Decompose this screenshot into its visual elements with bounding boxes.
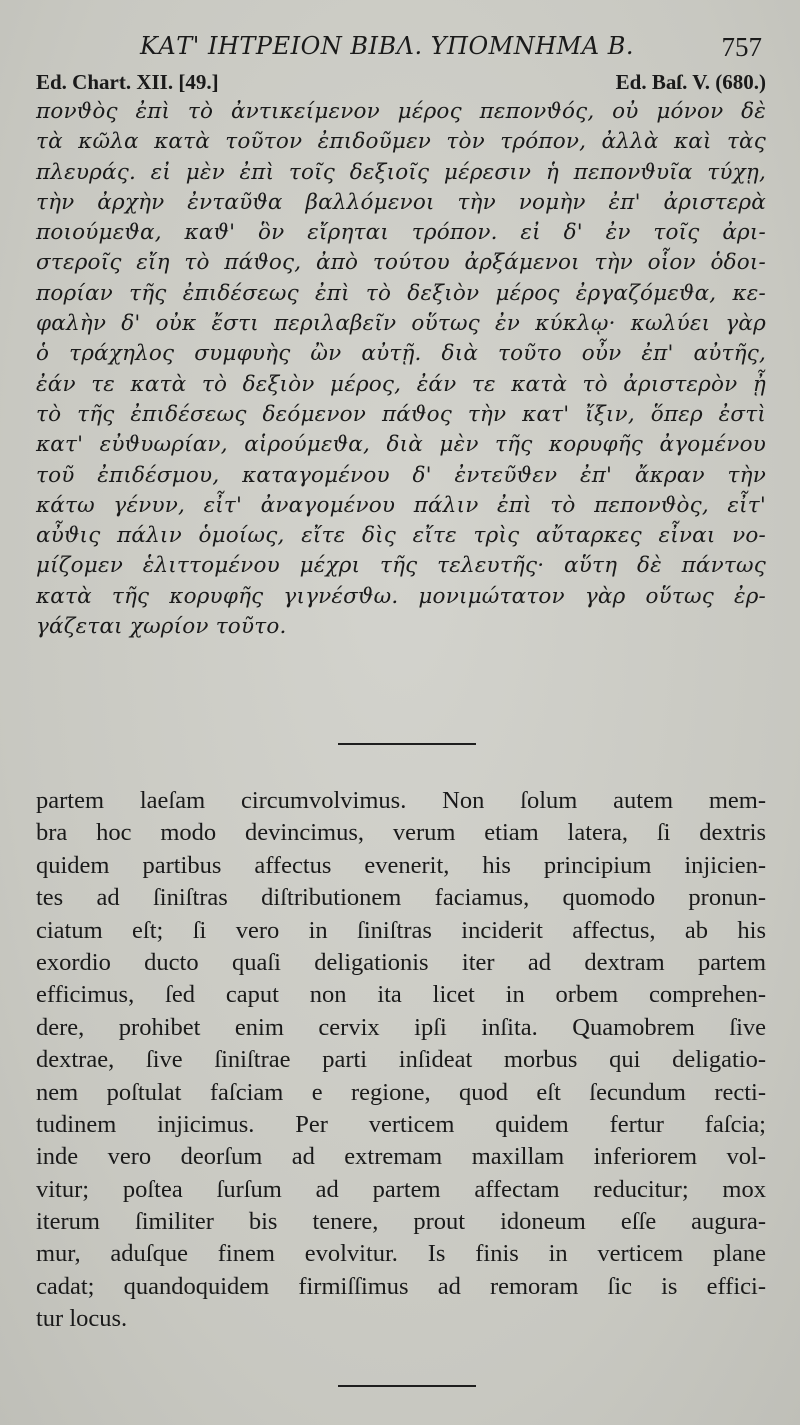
latin-text-line: quidem partibus affectus evenerit, his principium injicien- bbox=[36, 851, 766, 879]
latin-text-line: mur, aduſque finem evolvitur. Is finis in verticem plane bbox=[36, 1240, 766, 1268]
latin-text-line: bra hoc modo devincimus, verum etiam latera, ſi dextris bbox=[36, 819, 766, 847]
greek-text-line: κατὰ τῆς κορυφῆς γιγνέσϑω. μονιμώτατον γὰρ οὕτως ἐρ- bbox=[36, 583, 766, 609]
page-number: 757 bbox=[721, 32, 762, 62]
latin-translation-block bbox=[36, 785, 766, 1336]
latin-text-line: tes ad ſiniſtras diſtributionem faciamus, quomodo pronun- bbox=[36, 884, 766, 912]
greek-text-line: τὴν ἀρχὴν ἐνταῦϑα βαλλόμενοι τὴν νομὴν ἐπ' ἀριστερὰ bbox=[36, 189, 766, 215]
greek-text-line: γάζεται χωρίον τοῦτο. bbox=[36, 614, 287, 640]
latin-text-line: inde vero deorſum ad extremam maxillam inferiorem vol- bbox=[36, 1143, 766, 1171]
latin-text-line: vitur; poſtea ſurſum ad partem affectam reducitur; mox bbox=[36, 1175, 766, 1203]
greek-text-line: ὁ τράχηλος συμφυὴς ὢν αὐτῇ. διὰ τοῦτο οὖν ἐπ' αὐτῆς, bbox=[36, 341, 766, 367]
greek-text-line: μίζομεν ἑλιττομένου μέχρι τῆς τελευτῆς· αὕτη δὲ πάντως bbox=[36, 553, 766, 579]
greek-text-line: ἐάν τε κατὰ τὸ δεξιὸν μέρος, ἐάν τε κατὰ τὸ ἀριστερὸν ᾖ bbox=[36, 371, 766, 397]
latin-text-line: cadat; quandoquidem firmiſſimus ad remoram ſic is effici- bbox=[36, 1272, 766, 1300]
latin-text-line: tur locus. bbox=[36, 1305, 128, 1333]
greek-text-line: κατ' εὐϑυωρίαν, αἱρούμεϑα, διὰ μὲν τῆς κορυφῆς ἀγομένου bbox=[36, 432, 766, 458]
latin-text-line: tudinem injicimus. Per verticem quidem fertur faſcia; bbox=[36, 1110, 766, 1138]
edition-reference-line bbox=[36, 70, 766, 96]
latin-text-line: partem laeſam circumvolvimus. Non ſolum autem mem- bbox=[36, 787, 766, 814]
edition-chart-reference: Ed. Chart. XII. [49.] bbox=[36, 70, 219, 94]
greek-text-line: τοῦ ἐπιδέσμου, καταγομένου δ' ἐντεῦϑεν ἐπ' ἄκραν τὴν bbox=[36, 462, 766, 488]
greek-text-line: τὰ κῶλα κατὰ τοῦτον ἐπιδοῦμεν τὸν τρόπον, ἀλλὰ καὶ τὰς bbox=[36, 129, 766, 155]
latin-text-line: dextrae, ſive ſiniſtrae parti inſideat morbus qui deligatio- bbox=[36, 1046, 766, 1074]
greek-text-line: τὸ τῆς ἐπιδέσεως δεόμενον πάϑος τὴν κατ' ἴξιν, ὅπερ ἐστὶ bbox=[36, 401, 766, 427]
greek-text-line: πονϑὸς ἐπὶ τὸ ἀντικείμενον μέρος πεπονϑός, οὐ μόνον δὲ bbox=[36, 99, 766, 124]
edition-basel-reference: Ed. Baſ. V. (680.) bbox=[615, 70, 766, 94]
section-divider bbox=[338, 743, 476, 745]
latin-text-line: dere, prohibet enim cervix ipſi inſita. Quamobrem ſive bbox=[36, 1013, 766, 1041]
latin-text-line: iterum ſimiliter bis tenere, prout idoneum eſſe augura- bbox=[36, 1208, 766, 1236]
latin-text-line: exordio ducto quaſi deligationis iter ad dextram partem bbox=[36, 948, 766, 976]
greek-text-line: στεροῖς εἴη τὸ πάϑος, ἀπὸ τούτου ἀρξάμενοι τὴν οἷον ὁδοι- bbox=[36, 250, 766, 276]
greek-text-line: κάτω γένυν, εἶτ' ἀναγομένου πάλιν ἐπὶ τὸ πεπονϑὸς, εἶτ' bbox=[36, 492, 766, 518]
greek-text-line: ποιούμεϑα, καϑ' ὃν εἴρηται τρόπον. εἰ δ' ἐν τοῖς ἀρι- bbox=[36, 220, 766, 246]
greek-text-block bbox=[36, 97, 766, 642]
running-title: ΚΑΤ' ΙΗΤΡΕΙΟΝ ΒΙΒΛ. ΥΠΟΜΝΗΜΑ Β. bbox=[140, 32, 634, 60]
latin-text-line: nem poſtulat faſciam e regione, quod eſt ſecundum recti- bbox=[36, 1078, 766, 1106]
greek-text-line: αὖϑις πάλιν ὁμοίως, εἴτε δὶς εἴτε τρὶς αὔταρκες εἶναι νο- bbox=[36, 523, 766, 549]
greek-text-line: πλευράς. εἰ μὲν ἐπὶ τοῖς δεξιοῖς μέρεσιν ἡ πεπονϑυῖα τύχῃ, bbox=[36, 159, 766, 185]
greek-text-line: πορίαν τῆς ἐπιδέσεως ἐπὶ τὸ δεξιὸν μέρος ἐργαζόμεϑα, κε- bbox=[36, 280, 766, 306]
greek-text-line: φαλὴν δ' οὐκ ἔστι περιλαβεῖν οὕτως ἐν κύκλῳ· κωλύει γὰρ bbox=[36, 311, 766, 337]
latin-text-line: ciatum eſt; ſi vero in ſiniſtras inciderit affectus, ab his bbox=[36, 916, 766, 944]
running-head bbox=[0, 30, 800, 64]
footer-divider bbox=[338, 1385, 476, 1387]
latin-text-line: efficimus, ſed caput non ita licet in orbem comprehen- bbox=[36, 981, 766, 1009]
